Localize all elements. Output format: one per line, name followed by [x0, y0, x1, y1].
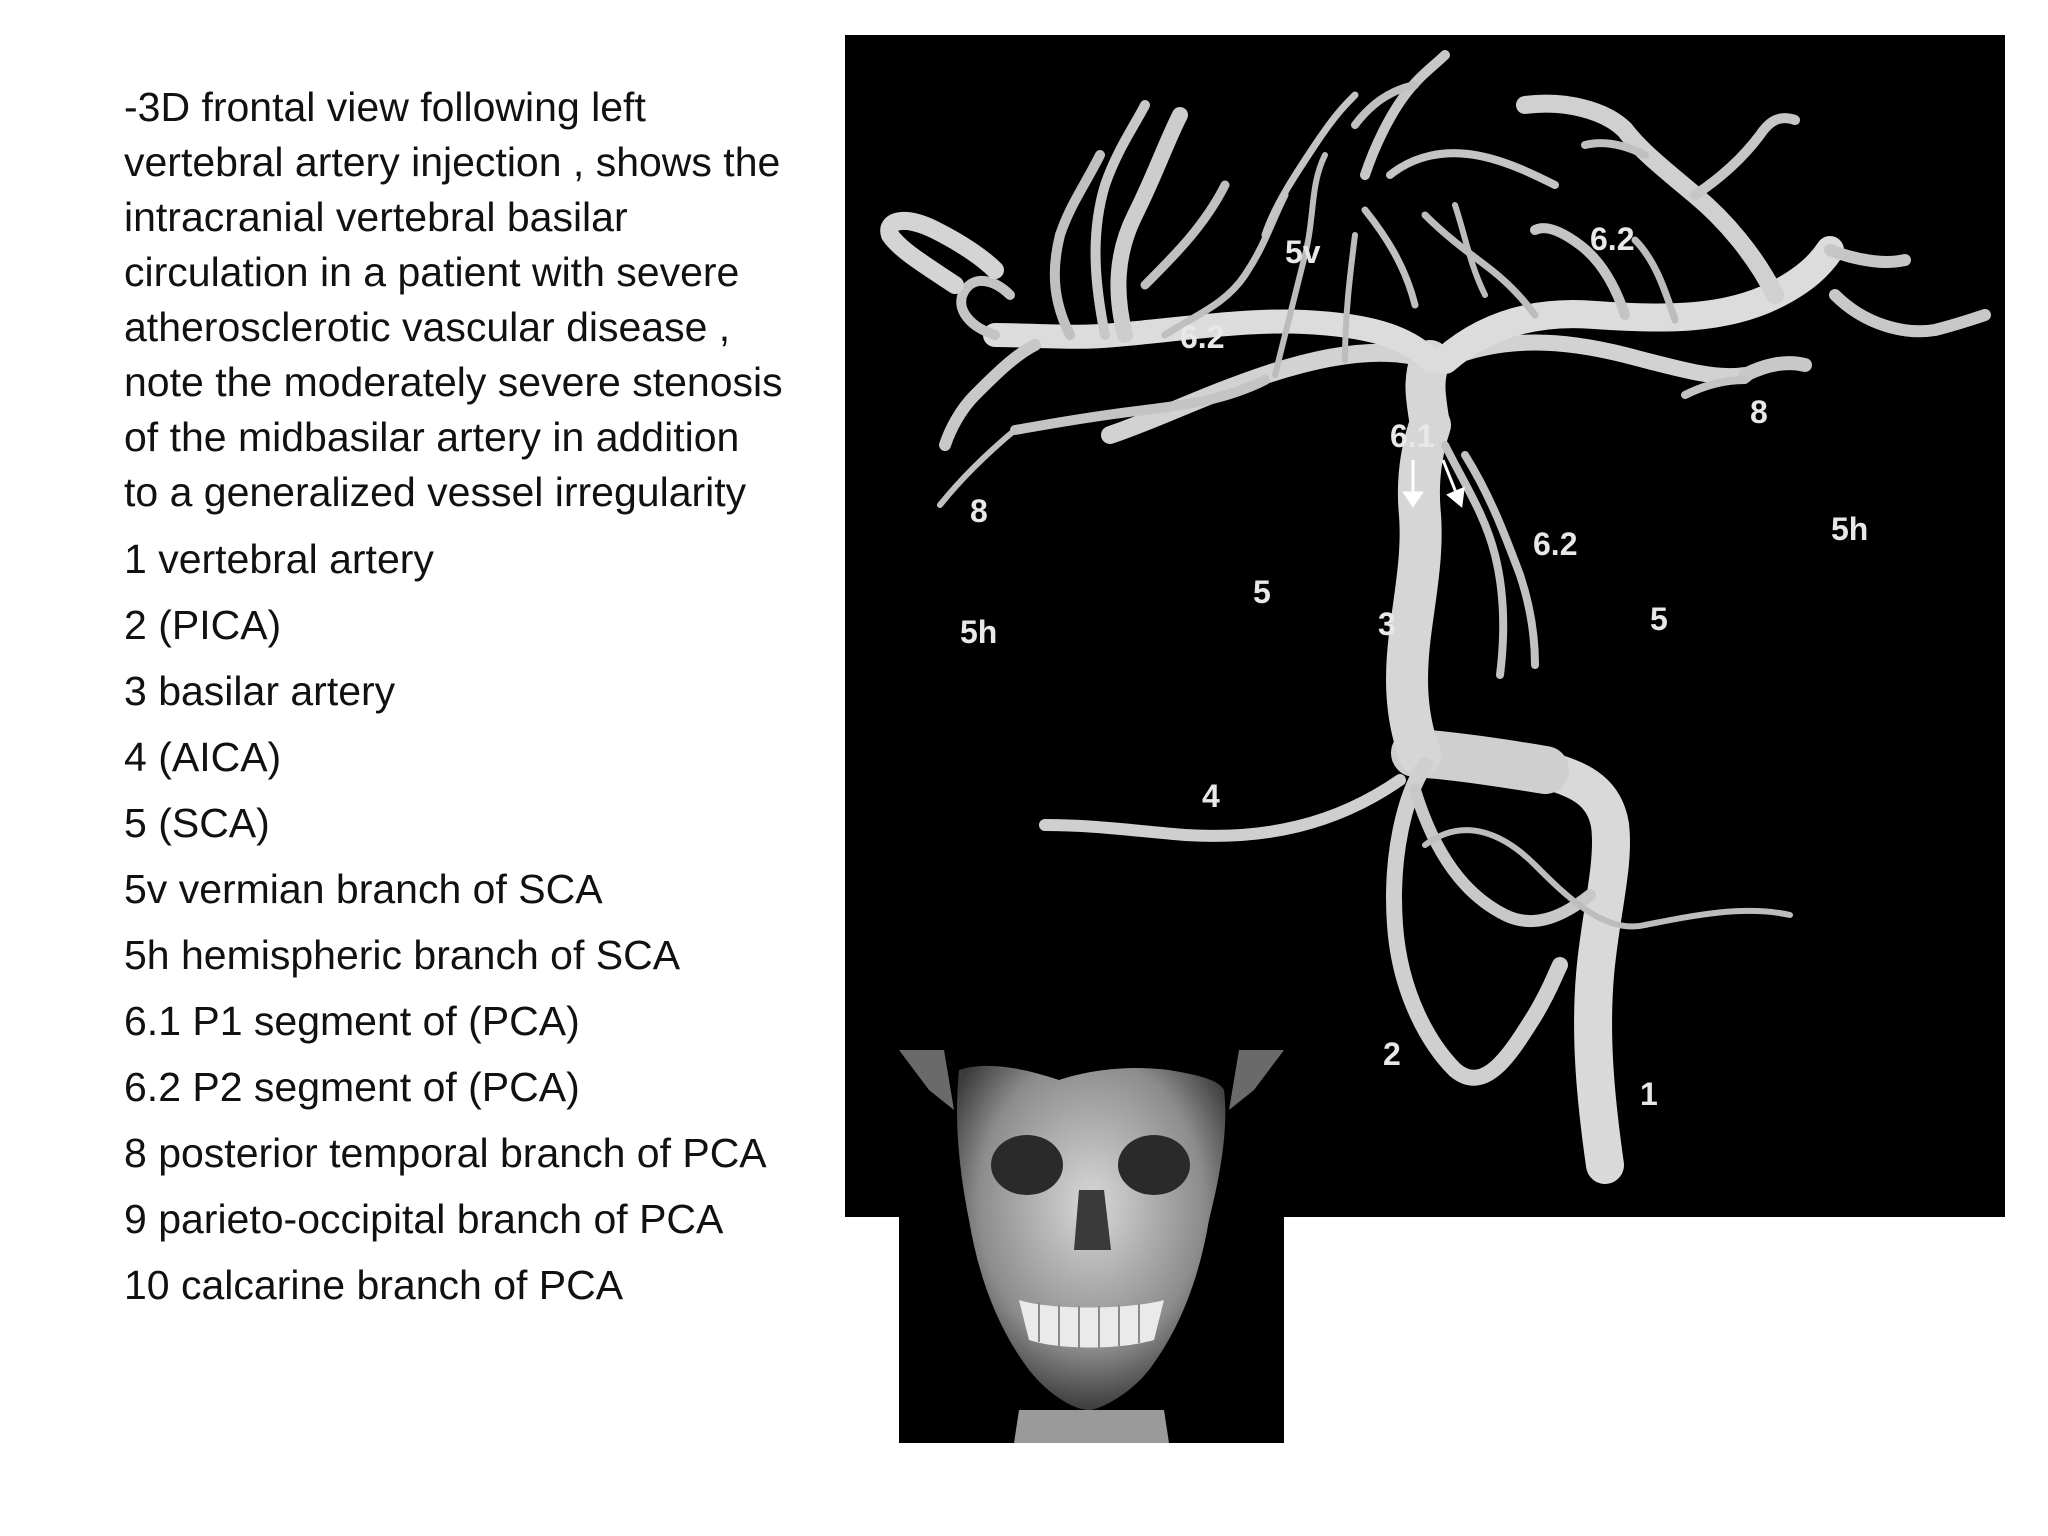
label-8-left: 8	[970, 493, 988, 529]
aica-vessel	[1045, 780, 1400, 836]
label-3: 3	[1378, 606, 1396, 642]
caption-column	[124, 80, 784, 1324]
skull-inset-image	[899, 1050, 1284, 1443]
label-6-2-right: 6.2	[1533, 526, 1578, 562]
legend-list	[124, 532, 784, 1313]
basilar-artery	[1407, 425, 1430, 755]
label-5h-left: 5h	[960, 614, 998, 650]
legend-item: 5v vermian branch of SCA	[124, 866, 603, 912]
label-5-left: 5	[1253, 574, 1271, 610]
label-5-right: 5	[1650, 601, 1668, 637]
legend-item: 5 (SCA)	[124, 800, 270, 846]
legend-item: 10 calcarine branch of PCA	[124, 1262, 624, 1308]
figure-description: -3D frontal view following left vertebral artery injection , shows the intracranial vertebral basilar circulation in a patient with severe atherosclerotic vascular disease , note the moderately severe stenosis of the midbasilar artery in addition to a generalized vessel irregularity	[124, 84, 783, 515]
label-4: 4	[1202, 778, 1220, 814]
label-2: 2	[1383, 1036, 1401, 1072]
sca-left	[1110, 353, 1430, 435]
label-6-2-left: 6.2	[1180, 319, 1225, 355]
legend-item: 8 posterior temporal branch of PCA	[124, 1130, 767, 1176]
legend-item: 6.2 P2 segment of (PCA)	[124, 1064, 580, 1110]
skull-rendering	[899, 1050, 1284, 1443]
sca-right	[1445, 343, 1745, 377]
label-8-right: 8	[1750, 394, 1768, 430]
legend-item: 6.1 P1 segment of (PCA)	[124, 998, 580, 1044]
vessel-rendering	[845, 35, 2005, 1217]
legend-item: 9 parieto-occipital branch of PCA	[124, 1196, 724, 1242]
label-5v: 5v	[1285, 234, 1321, 270]
legend-item: 3 basilar artery	[124, 668, 396, 714]
label-6-1: 6.1	[1390, 418, 1435, 454]
label-5h-right: 5h	[1831, 511, 1869, 547]
label-6-2-top: 6.2	[1590, 221, 1635, 257]
angiogram-image	[845, 35, 2005, 1217]
legend-item: 1 vertebral artery	[124, 536, 434, 582]
legend-item: 4 (AICA)	[124, 734, 282, 780]
legend-item: 5h hemispheric branch of SCA	[124, 932, 681, 978]
legend-item: 2 (PICA)	[124, 602, 282, 648]
label-1: 1	[1640, 1076, 1658, 1112]
